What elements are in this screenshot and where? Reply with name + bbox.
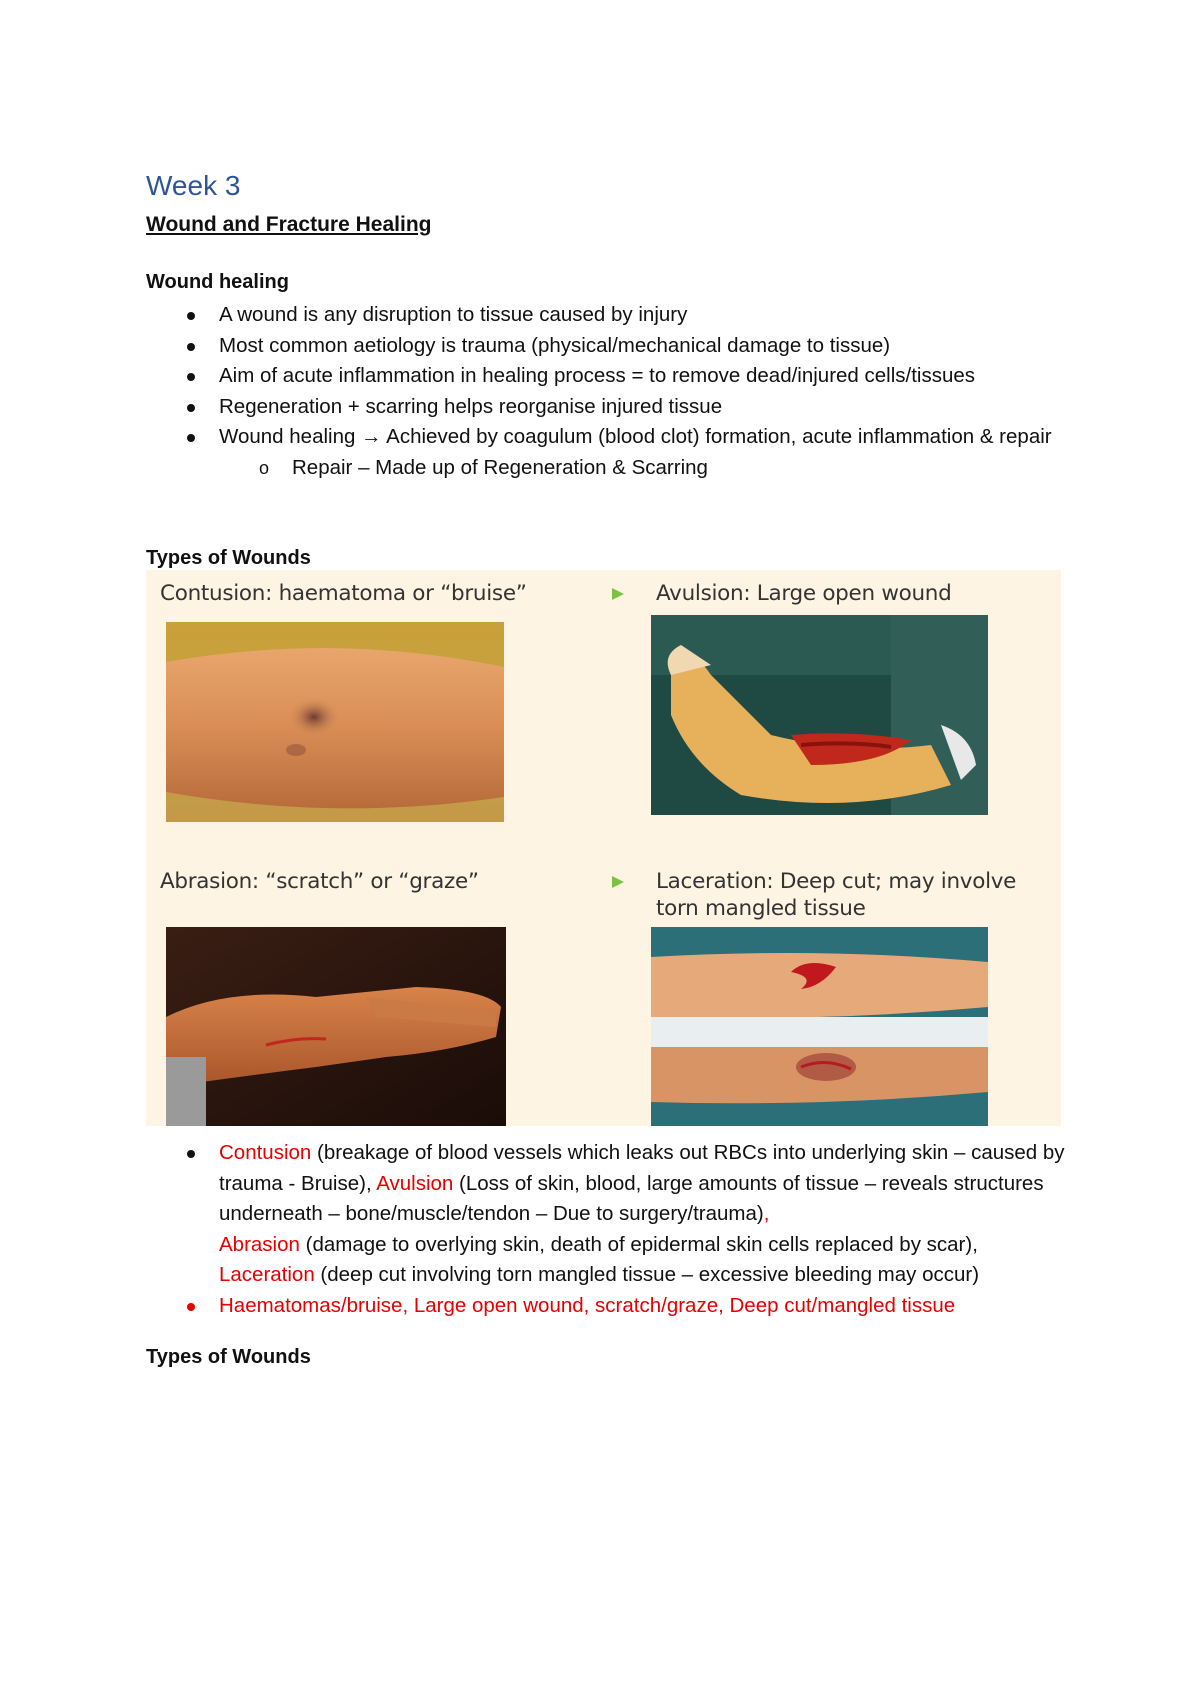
- list-item: Most common aetiology is trauma (physical/mechanical damage to tissue): [146, 331, 1066, 362]
- page-title: Week 3: [146, 170, 241, 201]
- list-item: Aim of acute inflammation in healing process = to remove dead/injured cells/tissues: [146, 361, 1066, 392]
- abrasion-text: (damage to overlying skin, death of epidermal skin cells replaced by scar),: [299, 1232, 978, 1256]
- types-of-wounds-heading-2: Types of Wounds: [146, 1346, 311, 1368]
- wound-healing-heading: Wound healing: [146, 271, 289, 293]
- abrasion-term: Abrasion: [219, 1232, 300, 1256]
- list-item: A wound is any disruption to tissue caused by injury: [146, 300, 1066, 331]
- contusion-text: (breakage of blood vessels which leaks out RBCs into underlying skin – caused by trauma - Bruise),: [219, 1141, 1065, 1195]
- avulsion-photo: [651, 615, 988, 815]
- wound-types-description-list: [146, 1138, 1066, 1321]
- avulsion-comma: ,: [763, 1202, 770, 1225]
- abrasion-caption: Abrasion: “scratch” or “graze”: [160, 869, 479, 894]
- sub-list-item: o Repair – Made up of Regeneration & Scarring: [219, 453, 1066, 484]
- sub-list: [219, 453, 1066, 484]
- bullet-arrow-icon: [611, 587, 625, 601]
- list-item-text: Wound healing: [219, 425, 362, 448]
- laceration-term: Laceration: [219, 1263, 315, 1286]
- contusion-term: Contusion: [219, 1141, 312, 1164]
- laceration-text: (deep cut involving torn mangled tissue – excessive bleeding may occur): [314, 1263, 980, 1286]
- list-item: [146, 1138, 1066, 1291]
- contusion-caption: Contusion: haematoma or “bruise”: [160, 581, 527, 606]
- avulsion-caption: Avulsion: Large open wound: [656, 581, 952, 606]
- avulsion-text: (Loss of skin, blood, large amounts of tissue – reveals structures underneath – bone/muscle/tendon – Due to surgery/trauma): [219, 1171, 1044, 1225]
- list-item: [146, 422, 1066, 483]
- bullet-arrow-icon: [611, 875, 625, 889]
- list-item: Regeneration + scarring helps reorganise injured tissue: [146, 392, 1066, 423]
- wound-types-figure: [146, 570, 1061, 1126]
- right-arrow-icon: →: [361, 425, 382, 448]
- contusion-photo: [166, 622, 504, 822]
- laceration-caption: Laceration: Deep cut; may involve torn mangled tissue: [656, 869, 1017, 921]
- list-item: Haematomas/bruise, Large open wound, scratch/graze, Deep cut/mangled tissue: [146, 1291, 1066, 1322]
- types-of-wounds-heading: Types of Wounds: [146, 547, 311, 569]
- avulsion-term: Avulsion: [376, 1171, 454, 1195]
- wound-healing-list: [146, 300, 1066, 483]
- laceration-photo: [651, 927, 988, 1126]
- abrasion-photo: [166, 927, 506, 1126]
- section-title: Wound and Fracture Healing: [146, 213, 432, 236]
- list-item-text: Achieved by coagulum (blood clot) formation, acute inflammation & repair: [381, 425, 1052, 448]
